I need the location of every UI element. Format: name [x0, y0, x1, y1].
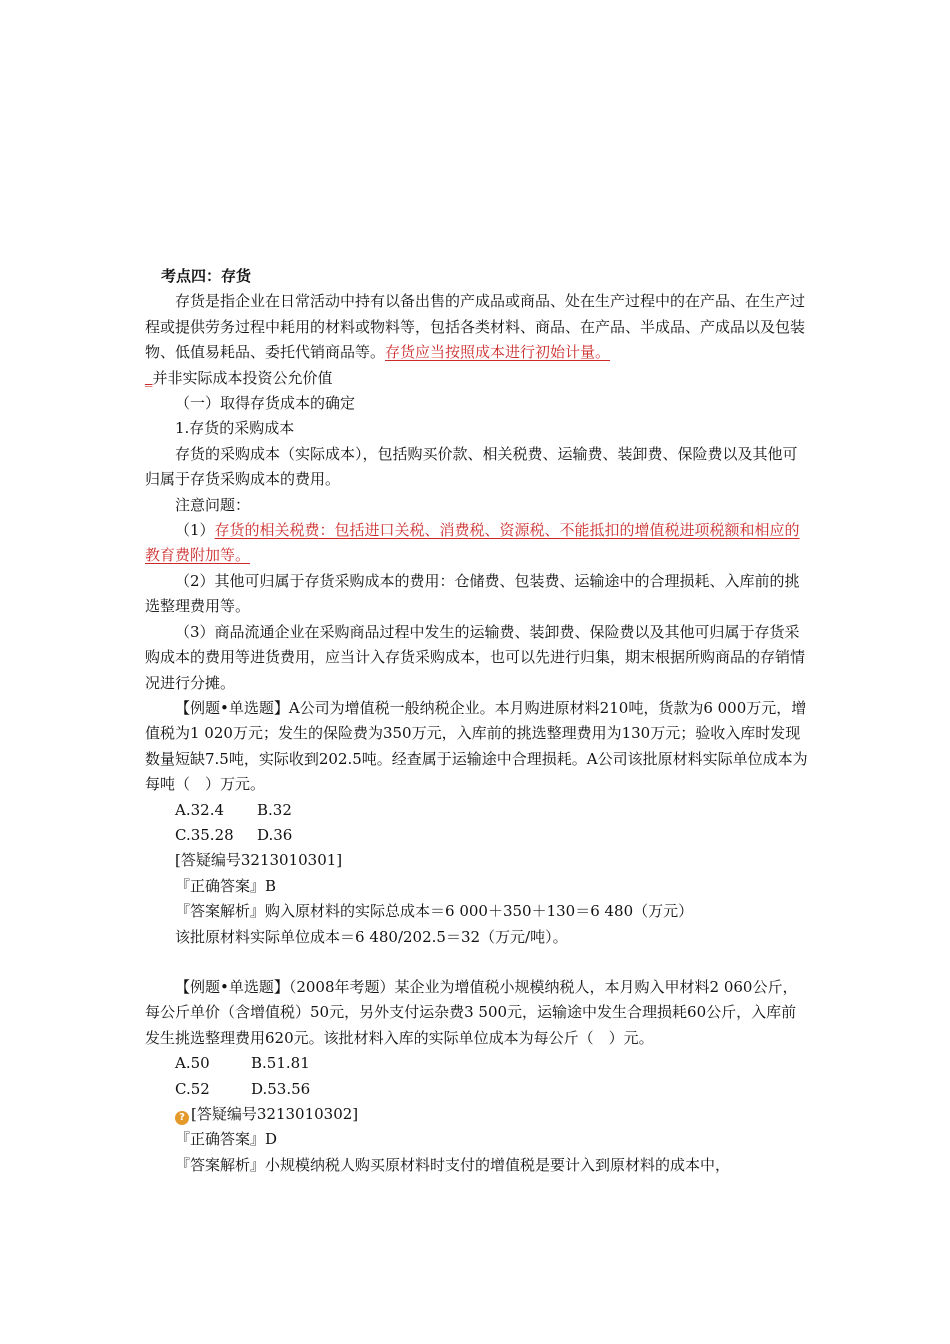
example-2-option-b: B.51.81 [251, 1054, 310, 1073]
example-2-answer: 『正确答案』D [175, 1130, 278, 1149]
annotation-note [145, 366, 810, 391]
example-2-option-d: D.53.56 [251, 1079, 311, 1098]
subheading-1: （一）取得存货成本的确定 [175, 394, 356, 413]
example-2-question: 【例题•单选题】（2008年考题）某企业为增值税小规模纳税人，本月购入甲材料2 060公斤，每公斤单价（含增值税）50元，另外支付运杂费3 500元，运输途中发生合理损耗60公斤，入库前发生挑选整理费用620元。该批材料入库的实际单位成本为每公斤（ ）元。 [145, 977, 798, 1047]
example-2-options-row-2 [145, 1077, 810, 1102]
example-1-option-a: A.32.4 [175, 800, 224, 819]
example-2-option-a: A.50 [175, 1054, 210, 1073]
example-1-analysis-2: 该批原材料实际单位成本＝6 480/202.5＝32（万元/吨）。 [175, 927, 568, 946]
example-1-question: 【例题•单选题】A公司为增值税一般纳税企业。本月购进原材料210吨，货款为6 000万元，增值税为1 020万元；发生的保险费为350万元，入库前的挑选整理费用为130万元；验收入库时发现数量短缺7.5吨，实际收到202.5吨。经查属于运输途中合理损耗。A公司该批原材料实际单位成本为每吨（ ）万元。 [145, 698, 808, 794]
example-1-option-d: D.36 [257, 825, 293, 844]
annotation-text: 并非实际成本投资公允价值 [152, 368, 333, 387]
example-1-option-c: C.35.28 [175, 825, 234, 844]
section-title: 考点四：存货 [161, 267, 252, 285]
document-content [145, 264, 810, 1178]
spacer [145, 950, 810, 975]
example-2-ref: [答疑编号3213010302] [191, 1105, 359, 1123]
intro-highlight: 存货应当按照成本进行初始计量。 [385, 343, 611, 362]
example-2-analysis: 『答案解析』小规模纳税人购买原材料时支付的增值税是要计入到原材料的成本中， [175, 1155, 731, 1174]
example-1-answer: 『正确答案』B [175, 876, 277, 895]
example-1-option-b: B.32 [257, 800, 292, 819]
example-1-ref: [答疑编号3213010301] [175, 851, 343, 870]
example-1-options-row-2 [145, 823, 810, 848]
example-1-analysis: 『答案解析』购入原材料的实际总成本＝6 000＋350＋130＝6 480（万元） [175, 902, 694, 921]
intro-paragraph [145, 289, 810, 365]
example-2-option-c: C.52 [175, 1079, 210, 1098]
purchase-cost-paragraph: 存货的采购成本（实际成本），包括购买价款、相关税费、运输费、装卸费、保险费以及其他可归属于存货采购成本的费用。 [145, 444, 798, 489]
annotation-marker: _ [145, 368, 153, 387]
example-2-ref-row [145, 1102, 810, 1127]
point-3: （3）商品流通企业在采购商品过程中发生的运输费、装卸费、保险费以及其他可归属于存货采购成本的费用等进货费用，应当计入存货采购成本，也可以先进行归集，期末根据所购商品的存销情况进行分摊。 [145, 622, 806, 692]
example-1-options-row-1 [145, 798, 810, 823]
question-icon[interactable]: ? [175, 1111, 189, 1125]
point-2: （2）其他可归属于存货采购成本的费用：仓储费、包装费、运输途中的合理损耗、入库前的挑选整理费用等。 [145, 571, 800, 616]
point-1 [145, 518, 810, 569]
example-2-options-row-1 [145, 1051, 810, 1076]
attention-label: 注意问题： [175, 495, 251, 514]
point-1-highlight: 存货的相关税费：包括进口关税、消费税、资源税、不能抵扣的增值税进项税额和相应的教育费附加等。 [145, 521, 800, 565]
point-1-label: （1） [175, 521, 215, 540]
intro-text: 存货是指企业在日常活动中持有以备出售的产成品或商品、处在生产过程中的在产品、在生产过程或提供劳务过程中耗用的材料或物料等，包括各类材料、商品、在产品、半成品、产成品以及包装物、低值易耗品、委托代销商品等。 [145, 292, 806, 362]
subheading-2: 1.存货的采购成本 [175, 419, 295, 438]
